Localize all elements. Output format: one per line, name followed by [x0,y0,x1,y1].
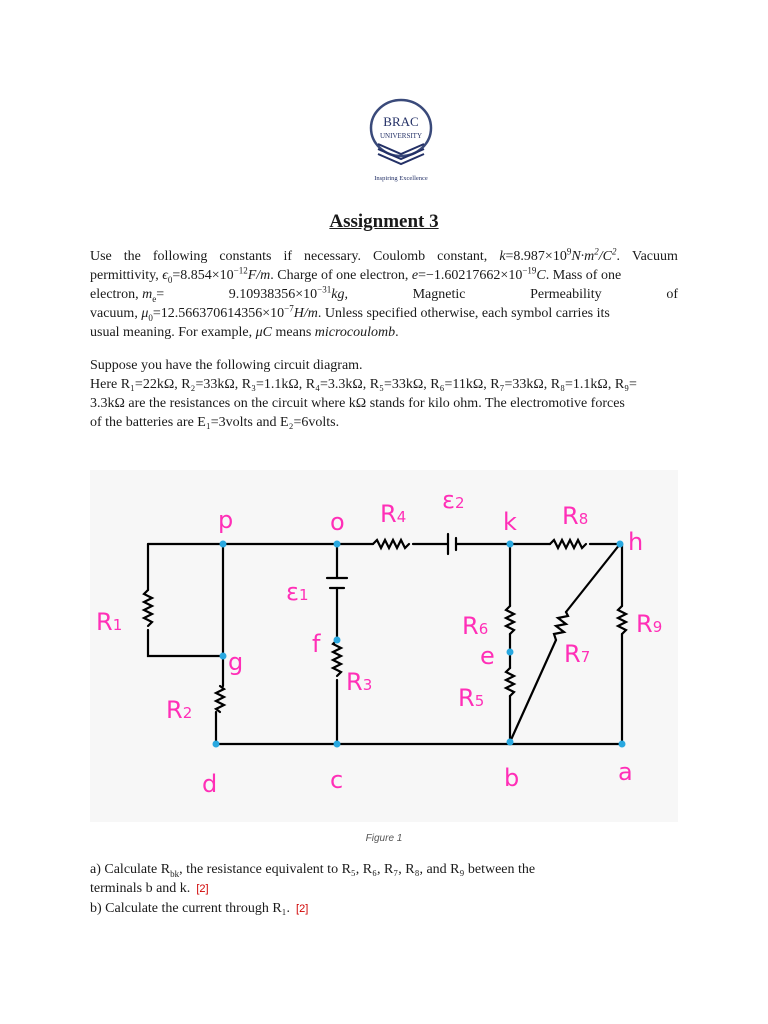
logo-text-university: UNIVERSITY [380,132,422,140]
constants-line-1: Use the following constants if necessary. Coulomb constant, $k=8.987\times 10^9N\cdot m^2/C^2$. Vacuum [90,246,678,264]
logo-tagline: Inspiring Excellence [374,175,428,182]
label-c: c [330,766,344,794]
label-r3: R3 [346,668,373,696]
node-p [220,541,227,548]
question-a-line-2: terminals b and k. [2] [90,881,209,896]
label-g: g [228,648,244,676]
resistor-r3 [333,640,341,676]
label-r9: R9 [636,610,663,638]
resistor-r9 [618,606,626,634]
constants-line-3: electron, $m_e=$ $9.10938356\times 10^{-31}kg$, Magnetic Permeability of [90,284,678,304]
node-a [619,741,626,748]
node-f [334,637,341,644]
question-b: b) Calculate the current through R₁. [2] [90,901,309,916]
resistor-r4 [373,540,409,548]
label-p: p [218,506,234,534]
circuit-description [90,356,678,432]
label-r1: R1 [96,608,123,636]
label-b: b [504,764,520,792]
node-k [507,541,514,548]
constants-line-5: usual meaning. For example, μC means microcoulomb. [90,325,399,340]
label-a: a [618,758,633,786]
label-r2: R2 [166,696,193,724]
resistor-r2 [216,686,224,712]
label-k: k [503,508,517,536]
label-r4: R4 [380,500,407,528]
label-r7: R7 [564,640,591,668]
resistor-r1 [144,590,152,626]
circuit-figure [90,470,678,822]
brac-university-logo [356,96,446,186]
circuit-wires [144,534,626,744]
resistor-r6 [506,606,514,634]
label-r5: R5 [458,684,485,712]
node-c [334,741,341,748]
label-e: e [480,642,495,670]
constants-paragraph [90,247,678,342]
question-b-marks: [2] [296,903,309,915]
node-h [617,541,624,548]
label-r8: R8 [562,502,589,530]
node-o [334,541,341,548]
node-g [220,653,227,660]
label-o: o [330,508,345,536]
node-d [213,741,220,748]
circuit-line-1: Suppose you have the following circuit diagram. [90,358,363,373]
label-f: f [312,630,321,658]
node-b [507,739,514,746]
resistor-r8 [550,540,586,548]
label-d: d [202,770,218,798]
label-e2: ε2 [442,486,465,514]
constants-line-4: vacuum, $\mu_0=12.566370614356\times 10^{-7}H/m$. Unless specified otherwise, each symbol carries its [90,303,610,323]
resistor-r7 [554,612,568,640]
node-e [507,649,514,656]
question-a-marks: [2] [196,883,209,895]
circuit-line-2: Here R₁=22kΩ, R₂=33kΩ, R₃=1.1kΩ, R₄=3.3kΩ, R₅=33kΩ, R₆=11kΩ, R₇=33kΩ, R₈=1.1kΩ, R₉= [90,377,637,392]
label-h: h [628,528,644,556]
logo-text-brac: BRAC [383,114,419,129]
page-title: Assignment 3 [329,211,439,232]
label-e1: ε1 [286,578,309,606]
resistor-r5 [506,668,514,696]
constants-line-2: permittivity, $\epsilon_0=8.854\times 10^{-12}F/m$. Charge of one electron, $e=-1.60217662\times 10^{-19}C$. Mass of one [90,265,622,285]
questions [90,860,678,919]
figure-caption: Figure 1 [365,833,403,844]
circuit-diagram [90,470,678,822]
question-a: a) Calculate $R_{bk}$, the resistance equivalent to R₅, R₆, R₇, R₈, and R₉ between the [90,862,536,879]
label-r6: R6 [462,612,489,640]
circuit-line-4: of the batteries are E₁=3volts and E₂=6volts. [90,415,340,430]
circuit-line-3: 3.3kΩ are the resistances on the circuit where kΩ stands for kilo ohm. The electromotive forces [90,396,625,411]
